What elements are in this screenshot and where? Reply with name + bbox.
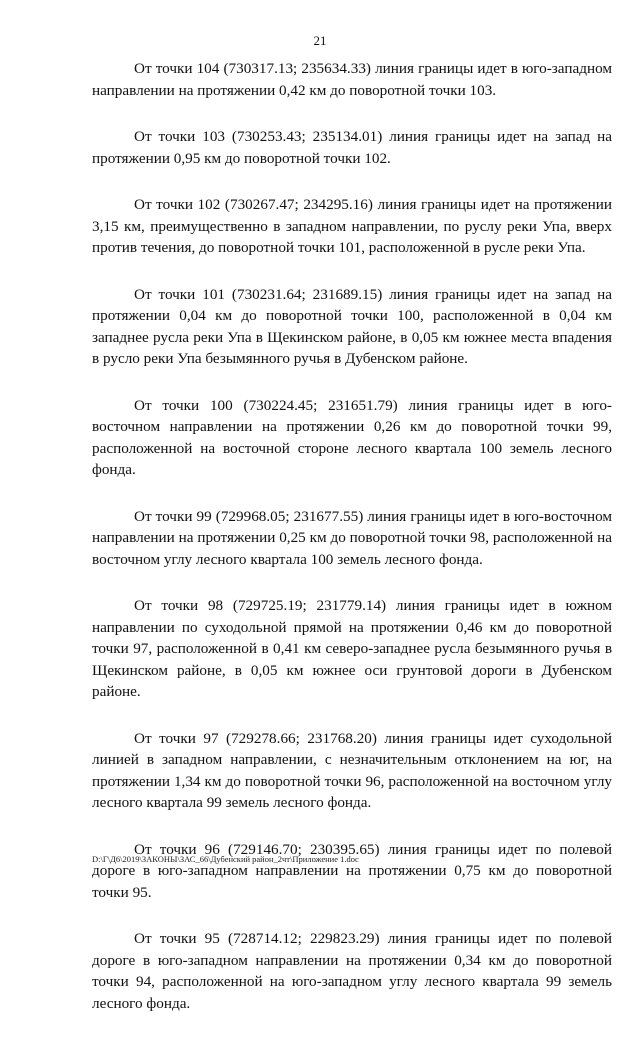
paragraph-point-100: От точки 100 (730224.45; 231651.79) линия границы идет в юго-восточном направлении на протяжении 0,26 км до поворотной точки 99, расположенной на восточной стороне лесного квартала 100 земель лесного фонда. [92, 396, 612, 478]
paragraph-point-101: От точки 101 (730231.64; 231689.15) линия границы идет на запад на протяжении 0,04 км до поворотной точки 100, расположенной в 0,04 км западнее русла реки Упа в Щекинском районе, в 0,05 км южнее места впадения в русло реки Упа безымянного ручья в Дубенском районе. [92, 285, 612, 367]
paragraph-point-98: От точки 98 (729725.19; 231779.14) линия границы идет в южном направлении по суходольной прямой на протяжении 0,46 км до поворотной точки 97, расположенной в 0,41 км северо-западнее русла безымянного ручья в Щекинском районе, в 0,05 км южнее оси грунтовой дороги в Дубенском районе. [92, 597, 612, 700]
paragraph-point-99: От точки 99 (729968.05; 231677.55) линия границы идет в юго-восточном направлении на протяжении 0,25 км до поворотной точки 98, расположенной на восточном углу лесного квартала 100 земель лесного фонда. [92, 507, 612, 568]
paragraph-point-102: От точки 102 (730267.47; 234295.16) линия границы идет на протяжении 3,15 км, преимущественно в западном направлении, по руслу реки Упа, вверх против течения, до поворотной точки 101, расположенной в русле реки Упа. [92, 196, 612, 256]
footer-file-path: D:\Г\Д6\2019\ЗАКОНЫ\ЗАС_66\Дубенский район_2чт\Приложение 1.doc [92, 854, 359, 864]
document-body [92, 58, 612, 1039]
paragraph-point-95: От точки 95 (728714.12; 229823.29) линия границы идет по полевой дороге в юго-западном направлении на протяжении 0,34 км до поворотной точки 94, расположенной на юго-западном углу лесного квартала 99 земель лесного фонда. [92, 930, 612, 1012]
paragraph-point-96: От точки 96 (729146.70; 230395.65) линия границы идет по полевой дороге в юго-западном направлении на протяжении 0,75 км до поворотной точки 95. [92, 840, 612, 901]
paragraph-point-97: От точки 97 (729278.66; 231768.20) линия границы идет суходольной линией в западном направлении, с незначительным отклонением на юг, на протяжении 1,34 км до поворотной точки 96, расположенной на восточном углу лесного квартала 99 земель лесного фонда. [92, 729, 612, 811]
paragraph-point-104: От точки 104 (730317.13; 235634.33) линия границы идет в юго-западном направлении на протяжении 0,42 км до поворотной точки 103. [92, 60, 612, 99]
paragraph-point-103: От точки 103 (730253.43; 235134.01) линия границы идет на запад на протяжении 0,95 км до поворотной точки 102. [92, 128, 612, 167]
page-number: 21 [313, 33, 327, 48]
